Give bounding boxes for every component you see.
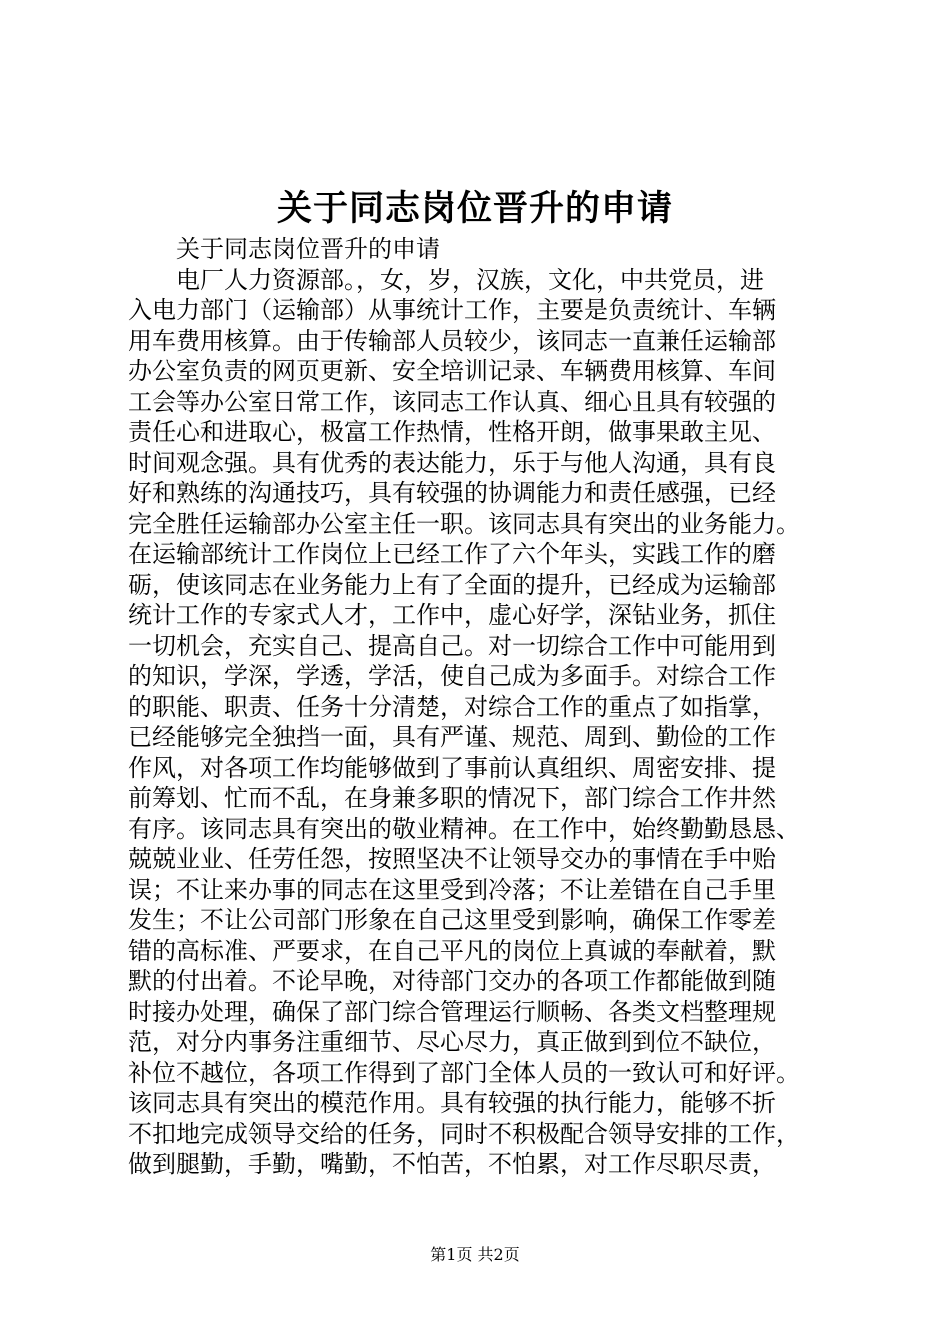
text-line: 一切机会，充实自己、提高自己。对一切综合工作中可能用到: [128, 631, 776, 660]
text-line: 用车费用核算。由于传输部人员较少，该同志一直兼任运输部: [128, 326, 776, 355]
text-line: 统计工作的专家式人才，工作中，虚心好学，深钻业务，抓住: [128, 601, 776, 629]
document-body: [128, 234, 848, 1180]
text-line: 有序。该同志具有突出的敬业精神。在工作中，始终勤勤恳恳、: [128, 814, 800, 843]
text-line: 时接办处理，确保了部门综合管理运行顺畅、各类文档整理规: [128, 997, 776, 1026]
text-line: 关于同志岗位晋升的申请: [176, 235, 440, 263]
text-line: 默的付出着。不论早晚，对待部门交办的各项工作都能做到随: [128, 967, 776, 995]
text-line: 工会等办公室日常工作，该同志工作认真、细心且具有较强的: [128, 387, 776, 416]
text-line: 责任心和进取心，极富工作热情，性格开朗，做事果敢主见、: [128, 418, 776, 446]
page-number: 第1页 共2页: [430, 1245, 520, 1264]
text-line: 好和熟练的沟通技巧，具有较强的协调能力和责任感强，已经: [128, 479, 776, 507]
text-line: 发生；不让公司部门形象在自己这里受到影响，确保工作零差: [128, 906, 776, 934]
text-line: 入电力部门（运输部）从事统计工作，主要是负责统计、车辆: [128, 296, 776, 324]
text-line: 砺，使该同志在业务能力上有了全面的提升，已经成为运输部: [128, 570, 776, 599]
text-line: 兢兢业业、任劳任怨，按照坚决不让领导交办的事情在手中贻: [128, 845, 776, 873]
text-line: 误；不让来办事的同志在这里受到冷落；不让差错在自己手里: [128, 875, 776, 904]
text-line: 完全胜任运输部办公室主任一职。该同志具有突出的业务能力。: [128, 509, 800, 538]
text-line: 作风，对各项工作均能够做到了事前认真组织、周密安排、提: [128, 753, 776, 782]
text-line: 做到腿勤，手勤，嘴勤，不怕苦，不怕累，对工作尽职尽责，: [128, 1150, 776, 1178]
text-line: 的职能、职责、任务十分清楚，对综合工作的重点了如指掌，: [128, 692, 776, 721]
text-line: 的知识，学深，学透，学活，使自己成为多面手。对综合工作: [128, 662, 776, 690]
text-line: 范，对分内事务注重细节、尽心尽力，真正做到到位不缺位，: [128, 1028, 776, 1056]
text-line: 在运输部统计工作岗位上已经工作了六个年头，实践工作的磨: [128, 540, 776, 568]
text-line: 办公室负责的网页更新、安全培训记录、车辆费用核算、车间: [128, 357, 776, 385]
text-line: 该同志具有突出的模范作用。具有较强的执行能力，能够不折: [128, 1089, 776, 1117]
text-line: 前筹划、忙而不乱，在身兼多职的情况下，部门综合工作井然: [128, 784, 776, 812]
text-line: 时间观念强。具有优秀的表达能力，乐于与他人沟通，具有良: [128, 448, 776, 477]
text-line: 补位不越位，各项工作得到了部门全体人员的一致认可和好评。: [128, 1058, 800, 1087]
text-line: 不扣地完成领导交给的任务，同时不积极配合领导安排的工作，: [128, 1119, 800, 1148]
text-line: 电厂人力资源部。，女，岁，汉族，文化，中共党员，进: [176, 265, 764, 294]
document-title: 关于同志岗位晋升的申请: [276, 188, 673, 229]
text-line: 错的高标准、严要求，在自己平凡的岗位上真诚的奉献着，默: [128, 936, 776, 965]
text-line: 已经能够完全独挡一面，具有严谨、规范、周到、勤俭的工作: [128, 723, 776, 751]
